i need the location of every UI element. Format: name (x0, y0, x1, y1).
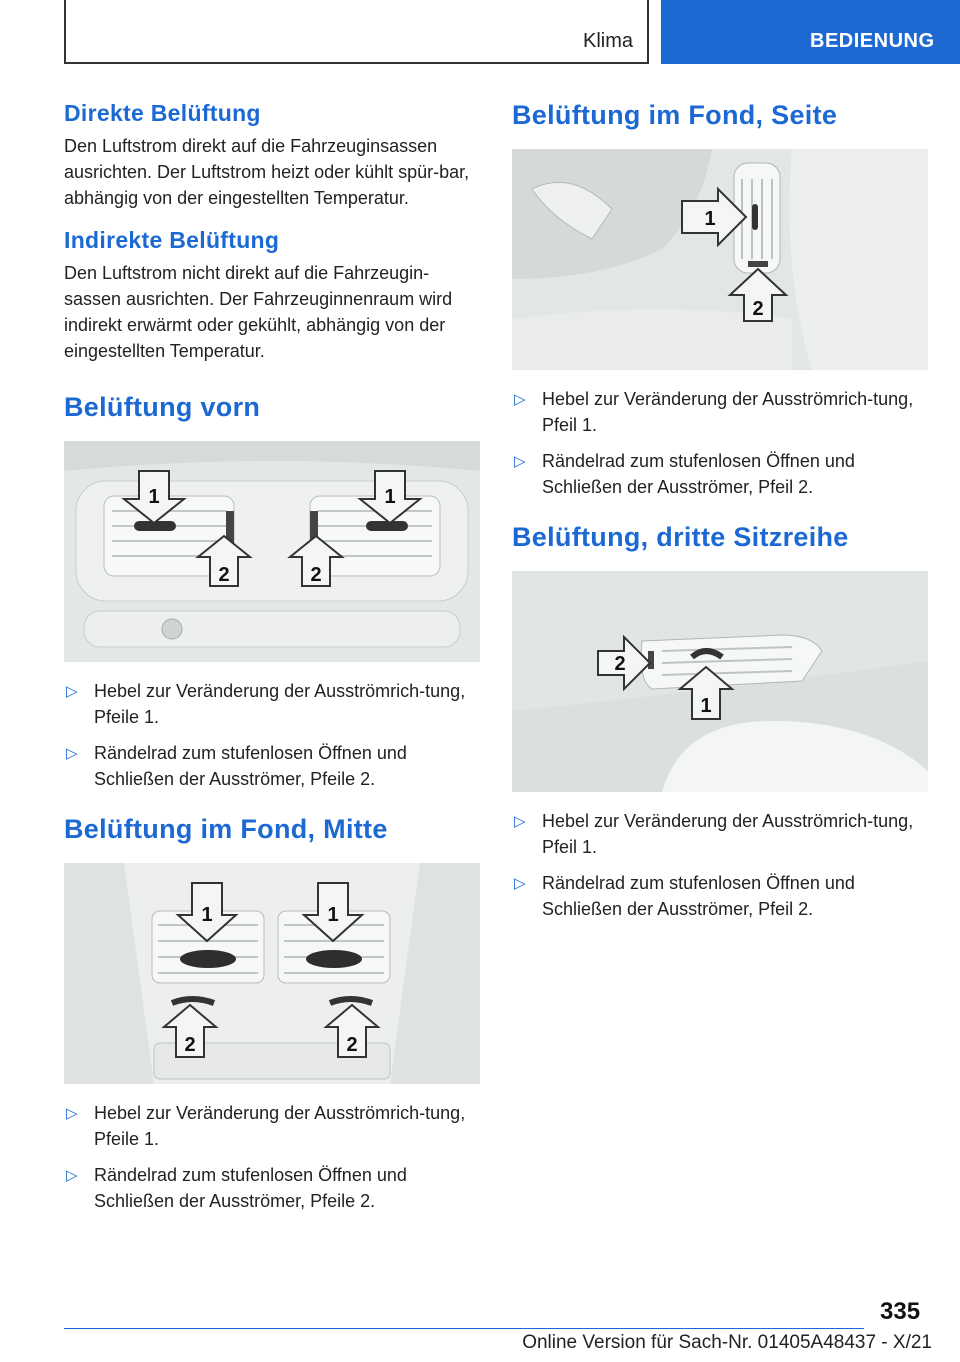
triangle-bullet-icon: ▷ (514, 391, 526, 408)
header-box (64, 0, 649, 64)
triangle-bullet-icon: ▷ (514, 453, 526, 470)
section-tab: BEDIENUNG (661, 0, 960, 64)
rear-side-ventilation-heading: Belüftung im Fond, Seite (512, 100, 838, 130)
list-item: ▷ Hebel zur Veränderung der Ausströmrich-tung, Pfeil 1. (514, 811, 914, 857)
indirect-ventilation-text: Den Luftstrom nicht direkt auf die Fahrzeugin-sassen ausrichten. Der Fahrzeuginnenraum wird indirekt erwärmt oder gekühlt, abhängig von der eingestellten Temperatur. (64, 263, 453, 361)
arrow-label-1: 1 (700, 695, 712, 717)
direct-ventilation-heading: Direkte Belüftung (64, 100, 261, 126)
indirect-ventilation-heading: Indirekte Belüftung (64, 227, 280, 253)
arrow-label-2: 2 (346, 1034, 358, 1056)
front-ventilation-list (64, 678, 480, 792)
arrow-label-1: 1 (327, 904, 339, 926)
third-row-ventilation-heading: Belüftung, dritte Sitzreihe (512, 522, 849, 552)
rear-side-vent-figure (512, 149, 928, 370)
arrow-label-2: 2 (184, 1034, 196, 1056)
triangle-bullet-icon: ▷ (66, 1105, 78, 1122)
arrow-label-1: 1 (704, 208, 716, 230)
list-item: ▷ Hebel zur Veränderung der Ausströmrich-tung, Pfeile 1. (66, 681, 466, 727)
triangle-bullet-icon: ▷ (66, 683, 78, 700)
rear-center-ventilation-list (64, 1100, 480, 1214)
footer-divider (64, 1328, 864, 1329)
rear-center-vents-figure (64, 863, 480, 1084)
footer-text: Online Version für Sach-Nr. 01405A48437 - X/21 (522, 1332, 932, 1353)
front-ventilation-heading: Belüftung vorn (64, 392, 261, 422)
list-item: ▷ Hebel zur Veränderung der Ausströmrich-tung, Pfeile 1. (66, 1103, 466, 1149)
list-item: ▷ Rändelrad zum stufenlosen Öffnen und Schließen der Ausströmer, Pfeile 2. (66, 1165, 407, 1211)
third-row-ventilation-list (512, 808, 928, 922)
list-item: ▷ Rändelrad zum stufenlosen Öffnen und Schließen der Ausströmer, Pfeil 2. (514, 873, 855, 919)
left-column (64, 100, 480, 1236)
rear-side-ventilation-list (512, 386, 928, 500)
chapter-title: Klima (582, 30, 633, 52)
page-number: 335 (880, 1298, 921, 1325)
right-column (512, 100, 928, 944)
triangle-bullet-icon: ▷ (514, 875, 526, 892)
third-row-vent-figure (512, 571, 928, 792)
arrow-label-2: 2 (614, 653, 626, 675)
direct-ventilation-text: Den Luftstrom direkt auf die Fahrzeuginsassen ausrichten. Der Luftstrom heizt oder kühlt spür-bar, abhängig von der eingestellten Temperatur. (64, 136, 470, 208)
triangle-bullet-icon: ▷ (66, 745, 78, 762)
triangle-bullet-icon: ▷ (514, 813, 526, 830)
arrow-label-1: 1 (201, 904, 213, 926)
list-item: ▷ Hebel zur Veränderung der Ausströmrich-tung, Pfeil 1. (514, 389, 914, 435)
arrow-label-1: 1 (384, 486, 396, 508)
rear-center-ventilation-heading: Belüftung im Fond, Mitte (64, 814, 388, 844)
list-item: ▷ Rändelrad zum stufenlosen Öffnen und Schließen der Ausströmer, Pfeile 2. (66, 743, 407, 789)
triangle-bullet-icon: ▷ (66, 1167, 78, 1184)
arrow-label-2: 2 (218, 564, 230, 586)
arrow-label-2: 2 (752, 298, 764, 320)
arrow-label-2: 2 (310, 564, 322, 586)
front-vents-figure (64, 441, 480, 662)
list-item: ▷ Rändelrad zum stufenlosen Öffnen und Schließen der Ausströmer, Pfeil 2. (514, 451, 855, 497)
arrow-label-1: 1 (148, 486, 160, 508)
